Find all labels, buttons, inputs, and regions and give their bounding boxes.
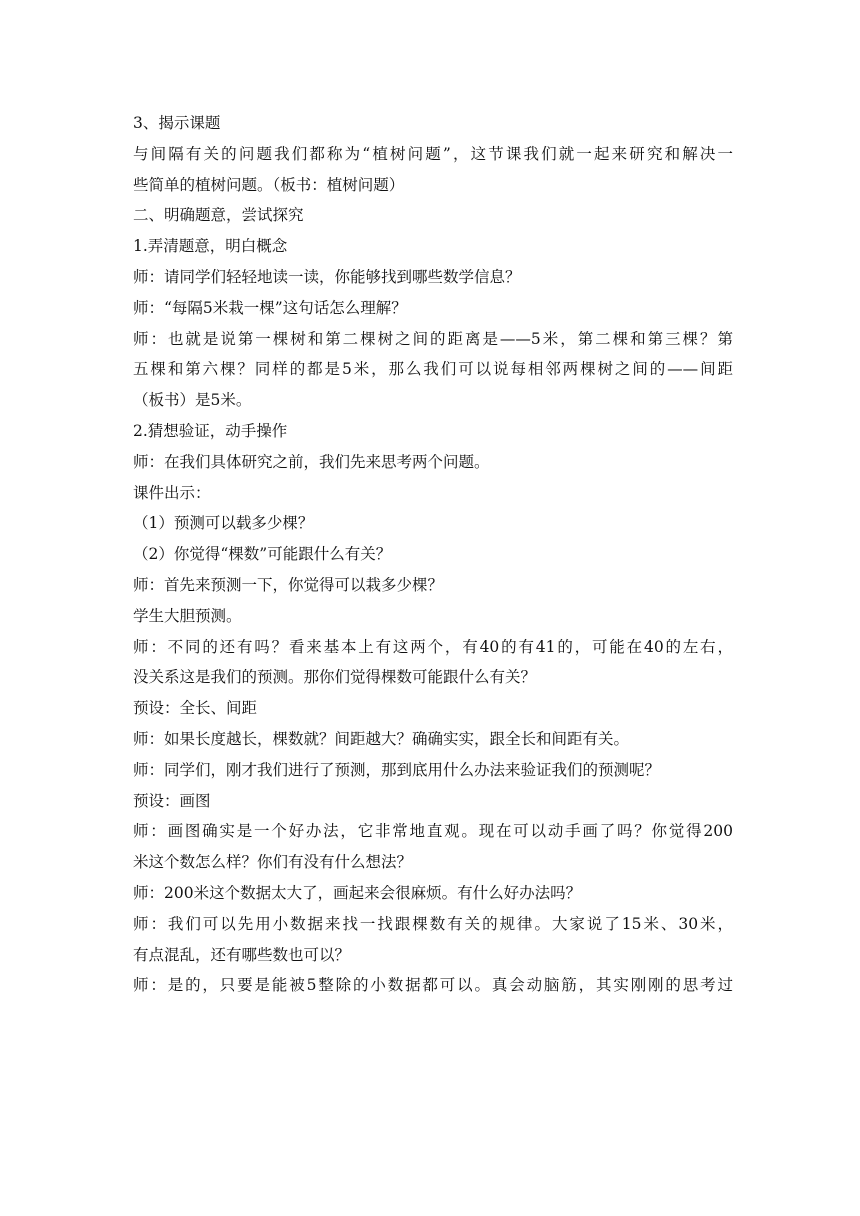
paragraph-line: 师：不同的还有吗？看来基本上有这两个，有40的有41的，可能在40的左右，: [133, 637, 733, 656]
paragraph-line: 米这个数怎么样？你们有没有什么想法？: [133, 853, 413, 872]
paragraph-line: 些简单的植树问题。（板书：植树问题）: [133, 175, 405, 194]
paragraph-line: 师：如果长度越长，棵数就？间距越大？确确实实，跟全长和间距有关。: [133, 729, 630, 748]
paragraph-line: （板书）是5米。: [133, 391, 252, 410]
heading-reveal-topic: 3、揭示课题: [133, 114, 221, 132]
paragraph-line: 课件出示：: [133, 483, 211, 502]
paragraph-line: 师：首先来预测一下，你觉得可以栽多少棵？: [133, 575, 444, 594]
paragraph-line: 预设：全长、间距: [133, 699, 258, 718]
paragraph-line: 与间隔有关的问题我们都称为“植树问题”，这节课我们就一起来研究和解决一: [133, 144, 733, 163]
paragraph-line: 学生大胆预测。: [133, 606, 242, 625]
paragraph-line: 预设：画图: [133, 791, 211, 810]
paragraph-line: 师：我们可以先用小数据来找一找跟棵数有关的规律。大家说了15米、30米，: [133, 914, 733, 933]
paragraph-line: 师：在我们具体研究之前，我们先来思考两个问题。: [133, 452, 490, 471]
paragraph-line: 师：也就是说第一棵树和第二棵树之间的距离是——5米，第二棵和第三棵？第: [133, 329, 733, 348]
subsection-heading: 2.猜想验证，动手操作: [133, 421, 288, 440]
document-body: [133, 108, 733, 1001]
paragraph-line: 有点混乱，还有哪些数也可以？: [133, 945, 351, 964]
list-item: （2）你觉得“棵数”可能跟什么有关？: [133, 545, 392, 564]
paragraph-line: 师：“每隔5米栽一棵”这句话怎么理解？: [133, 298, 407, 317]
paragraph-line: 师：画图确实是一个好办法，它非常地直观。现在可以动手画了吗？你觉得200: [133, 822, 733, 841]
paragraph-line: 师：200米这个数据太大了，画起来会很麻烦。有什么好办法吗？: [133, 883, 582, 902]
section-heading: 二、明确题意，尝试探究: [133, 206, 304, 225]
paragraph-line: 师：请同学们轻轻地读一读，你能够找到哪些数学信息？: [133, 267, 521, 286]
paragraph-line: 师：是的，只要是能被5整除的小数据都可以。真会动脑筋，其实刚刚的思考过: [133, 976, 733, 995]
paragraph-line: 师：同学们，刚才我们进行了预测，那到底用什么办法来验证我们的预测呢？: [133, 760, 661, 779]
paragraph-line: 五棵和第六棵？同样的都是5米，那么我们可以说每相邻两棵树之间的——间距: [133, 360, 733, 379]
paragraph-line: 没关系这是我们的预测。那你们觉得棵数可能跟什么有关？: [133, 668, 537, 687]
subsection-heading: 1.弄清题意，明白概念: [133, 237, 288, 256]
list-item: （1）预测可以载多少棵？: [133, 514, 314, 533]
